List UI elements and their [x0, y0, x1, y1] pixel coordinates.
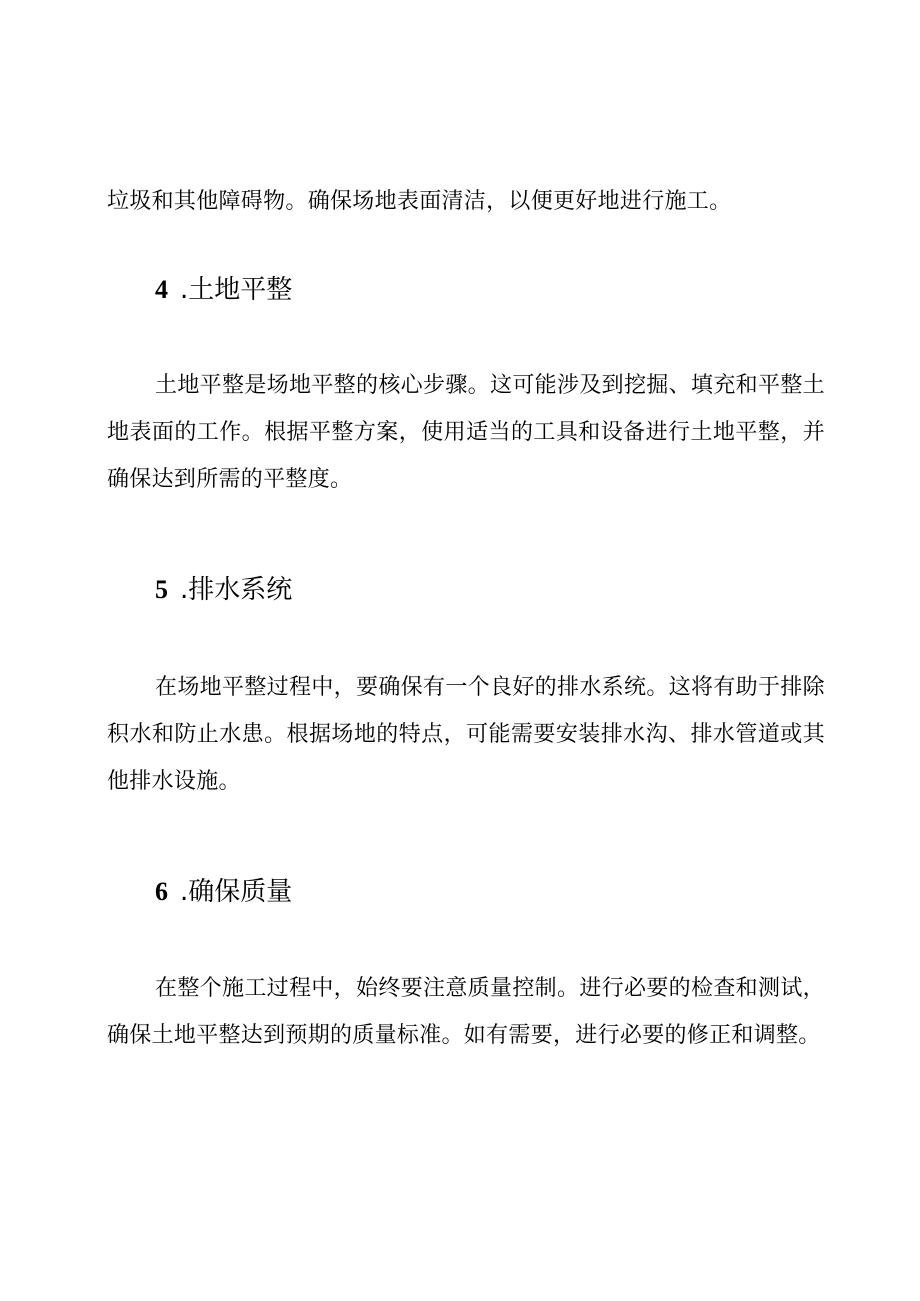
section-4-number: 4 — [155, 275, 168, 304]
section-4-heading — [155, 273, 292, 307]
section-4-body: 土地平整是场地平整的核心步骤。这可能涉及到挖掘、填充和平整土地表面的工作。根据平整方案，使用适当的工具和设备进行土地平整，并确保达到所需的平整度。 — [107, 373, 825, 492]
intro-paragraph: 垃圾和其他障碍物。确保场地表面清洁，以便更好地进行施工。 — [107, 189, 732, 214]
section-4-title: .土地平整 — [180, 275, 293, 305]
section-5-body: 在场地平整过程中，要确保有一个良好的排水系统。这将有助于排除积水和防止水患。根据场地的特点，可能需要安装排水沟、排水管道或其他排水设施。 — [107, 675, 825, 794]
section-6-body: 在整个施工过程中，始终要注意质量控制。进行必要的检查和测试，确保土地平整达到预期的质量标准。如有需要，进行必要的修正和调整。 — [107, 976, 825, 1048]
section-6-heading — [155, 875, 292, 909]
section-5-number: 5 — [155, 575, 168, 604]
section-6-number: 6 — [155, 877, 168, 906]
section-6-title: .确保质量 — [180, 877, 293, 907]
section-5-title: .排水系统 — [180, 575, 293, 605]
section-5-heading — [155, 573, 292, 607]
